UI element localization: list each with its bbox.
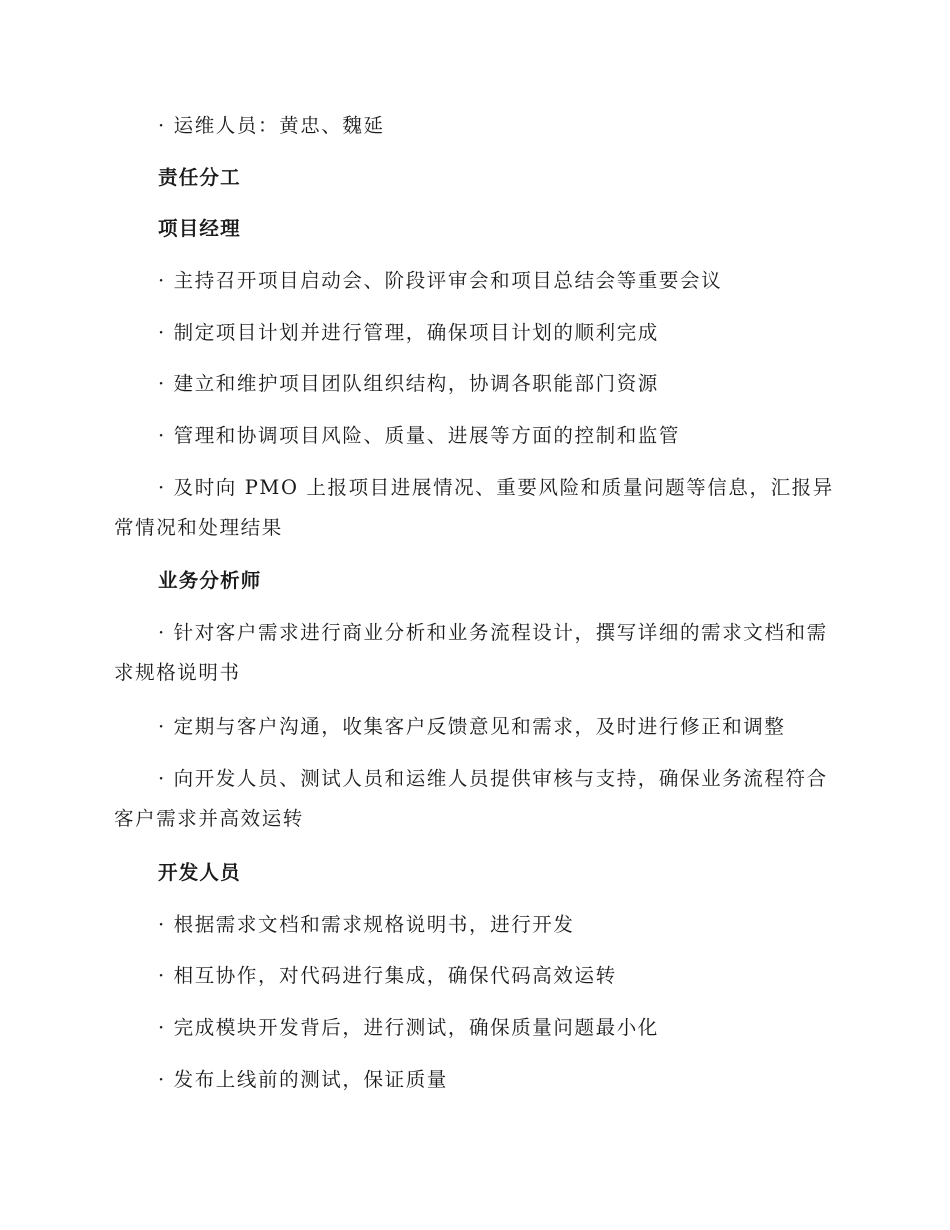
- heading-responsibilities: 责任分工: [158, 166, 241, 189]
- bullet-pm-team: · 建立和维护项目团队组织结构，协调各职能部门资源: [158, 372, 659, 395]
- bullet-dev-integrate: · 相互协作，对代码进行集成，确保代码高效运转: [158, 964, 617, 987]
- bullet-ba-support: · 向开发人员、测试人员和运维人员提供审核与支持，确保业务流程符合客户需求并高效运转: [114, 767, 828, 830]
- heading-business-analyst: 业务分析师: [158, 569, 262, 592]
- bullet-pm-planning: · 制定项目计划并进行管理，确保项目计划的顺利完成: [158, 321, 659, 344]
- bullet-dev-test: · 完成模块开发背后，进行测试，确保质量问题最小化: [158, 1016, 659, 1039]
- heading-project-manager: 项目经理: [158, 217, 241, 240]
- bullet-ba-communication: · 定期与客户沟通，收集客户反馈意见和需求，及时进行修正和调整: [158, 715, 786, 738]
- bullet-pm-meetings: · 主持召开项目启动会、阶段评审会和项目总结会等重要会议: [158, 269, 723, 292]
- bullet-pm-report: · 及时向 PMO 上报项目进展情况、重要风险和质量问题等信息，汇报异常情况和处理结果: [114, 476, 834, 539]
- bullet-dev-release: · 发布上线前的测试，保证质量: [158, 1068, 448, 1091]
- bullet-pm-risk: · 管理和协调项目风险、质量、进展等方面的控制和监管: [158, 424, 680, 447]
- bullet-dev-develop: · 根据需求文档和需求规格说明书，进行开发: [158, 913, 575, 936]
- bullet-ops-staff: · 运维人员：黄忠、魏延: [158, 114, 385, 137]
- heading-developers: 开发人员: [158, 861, 241, 884]
- bullet-ba-analysis: · 针对客户需求进行商业分析和业务流程设计，撰写详细的需求文档和需求规格说明书: [114, 621, 828, 684]
